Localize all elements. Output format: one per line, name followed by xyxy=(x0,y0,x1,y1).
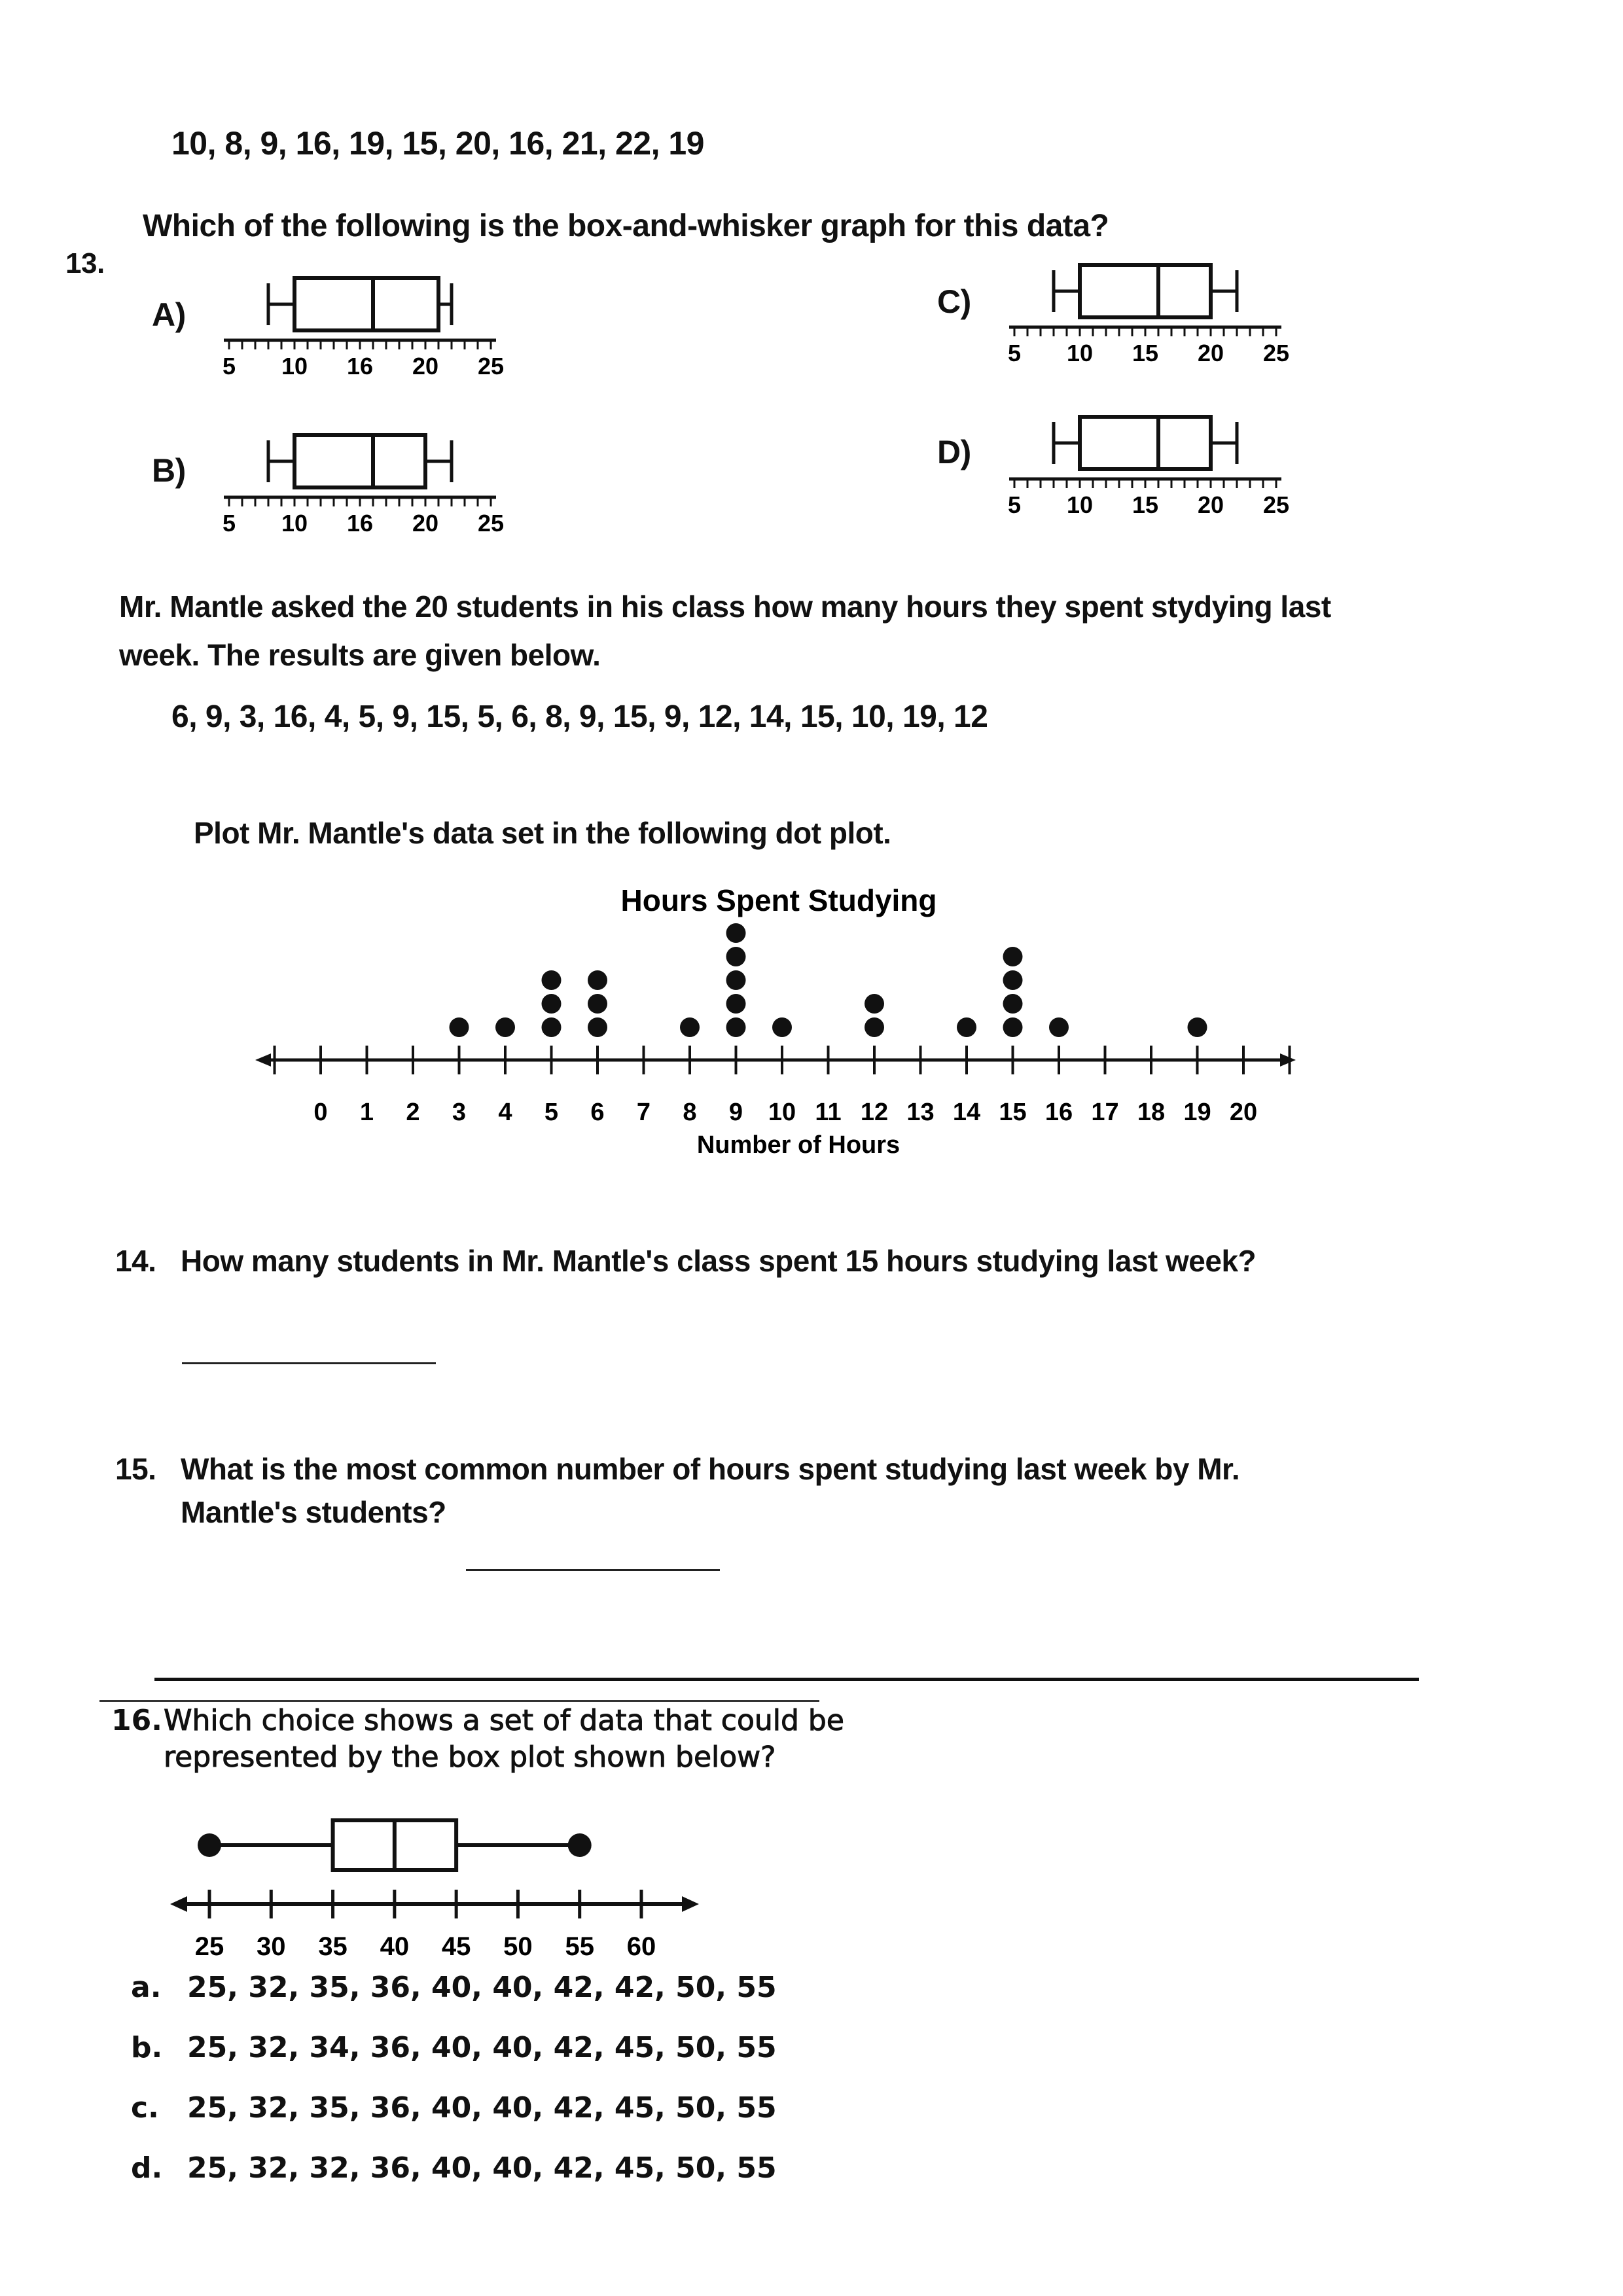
tick-label: 35 xyxy=(318,1932,348,1961)
tick-label: 60 xyxy=(626,1932,656,1961)
tick-label: 25 xyxy=(1262,491,1290,518)
box xyxy=(1080,265,1211,317)
dot-point xyxy=(726,923,746,943)
q13-option-c-boxplot xyxy=(1008,265,1289,366)
dot-point xyxy=(957,1017,976,1037)
dot-point xyxy=(588,1017,607,1037)
q16-choice-b-values: 25, 32, 34, 36, 40, 40, 42, 45, 50, 55 xyxy=(187,2031,777,2064)
tick-label: 16 xyxy=(346,353,374,380)
q13-option-d-label[interactable]: D) xyxy=(937,434,971,470)
q13-option-a-label[interactable]: A) xyxy=(152,296,186,333)
tick-label: 7 xyxy=(636,1099,651,1126)
tick-label: 20 xyxy=(412,353,439,380)
dot-point xyxy=(542,970,562,990)
q16-choice-b[interactable] xyxy=(131,2031,777,2064)
dot-point xyxy=(772,1017,792,1037)
box xyxy=(1080,417,1211,469)
tick-label: 20 xyxy=(412,510,439,537)
dot-plot-chart xyxy=(249,877,1322,1178)
q16-choice-b-letter: b. xyxy=(131,2031,163,2064)
q13-option-a-boxplot xyxy=(223,278,504,380)
tick-label: 18 xyxy=(1137,1099,1166,1126)
dot-point xyxy=(726,947,746,966)
dot-point xyxy=(588,970,607,990)
tick-label: 5 xyxy=(222,510,236,537)
tick-label: 25 xyxy=(477,353,505,380)
q13-option-b-boxplot xyxy=(223,435,504,537)
q15-number: 15. xyxy=(115,1452,156,1486)
dot-point xyxy=(1003,970,1023,990)
tick-label: 5 xyxy=(1007,340,1022,366)
q16-choice-a-letter: a. xyxy=(131,1971,162,2004)
tick-label: 17 xyxy=(1091,1099,1119,1126)
q16-text-line1: Which choice shows a set of data that could be xyxy=(164,1704,844,1737)
q13-data-line: 10, 8, 9, 16, 19, 15, 20, 16, 21, 22, 19 xyxy=(171,125,704,162)
mantle-intro-line2: week. The results are given below. xyxy=(119,638,601,672)
dot-point xyxy=(1003,1017,1023,1037)
mantle-data-line: 6, 9, 3, 16, 4, 5, 9, 15, 5, 6, 8, 9, 15, 9, 12, 14, 15, 10, 19, 12 xyxy=(171,699,988,734)
tick-label: 15 xyxy=(1132,491,1159,518)
dot-plot-dots xyxy=(450,923,1207,1037)
min-point xyxy=(198,1833,221,1857)
tick-label: 10 xyxy=(768,1099,796,1126)
q14-number: 14. xyxy=(115,1244,156,1278)
tick-label: 14 xyxy=(952,1099,981,1126)
dot-point xyxy=(726,994,746,1014)
q15-text-line2: Mantle's students? xyxy=(181,1495,446,1529)
tick-label: 4 xyxy=(498,1099,512,1126)
tick-label: 1 xyxy=(359,1099,374,1126)
tick-label: 25 xyxy=(1262,340,1290,366)
q16-choice-c[interactable] xyxy=(131,2091,777,2125)
tick-label: 0 xyxy=(313,1099,328,1126)
section-divider xyxy=(154,1678,1419,1681)
dot-point xyxy=(588,994,607,1014)
tick-label: 30 xyxy=(257,1932,286,1961)
tick-label: 25 xyxy=(194,1932,224,1961)
tick-label: 9 xyxy=(728,1099,743,1126)
tick-label: 10 xyxy=(281,510,308,537)
q16-choice-a-values: 25, 32, 35, 36, 40, 40, 42, 42, 50, 55 xyxy=(187,1971,777,2004)
q16-number: 16. xyxy=(111,1704,162,1737)
box xyxy=(294,435,425,487)
tick-label: 10 xyxy=(1066,491,1094,518)
tick-label: 45 xyxy=(441,1932,471,1961)
tick-label: 12 xyxy=(860,1099,889,1126)
axis-arrow-right xyxy=(1280,1053,1296,1067)
q13-option-b-plot[interactable] xyxy=(216,406,510,543)
q13-number: 13. xyxy=(65,247,105,279)
q16-text-line2: represented by the box plot shown below? xyxy=(164,1740,776,1774)
tick-label: 10 xyxy=(1066,340,1094,366)
dot-point xyxy=(1049,1017,1069,1037)
q16-choice-c-letter: c. xyxy=(131,2091,159,2125)
dot-point xyxy=(680,1017,700,1037)
dot-plot-title: Hours Spent Studying xyxy=(620,883,937,917)
tick-label: 2 xyxy=(406,1099,420,1126)
axis-arrow-left xyxy=(170,1896,187,1912)
dot-point xyxy=(1188,1017,1207,1037)
tick-label: 8 xyxy=(683,1099,697,1126)
tick-label: 20 xyxy=(1197,491,1224,518)
dot-point xyxy=(726,970,746,990)
dot-point xyxy=(495,1017,515,1037)
q16-boxplot-chart xyxy=(151,1806,792,1969)
q13-option-c-label[interactable]: C) xyxy=(937,283,971,320)
tick-label: 5 xyxy=(544,1099,559,1126)
q15-text-line1: What is the most common number of hours spent studying last week by Mr. xyxy=(181,1452,1240,1486)
tick-label: 5 xyxy=(222,353,236,380)
q16-choice-a[interactable] xyxy=(131,1971,777,2004)
q16-choice-d[interactable] xyxy=(131,2151,777,2185)
dot-point xyxy=(450,1017,469,1037)
tick-label: 40 xyxy=(380,1932,410,1961)
q13-prompt: Which of the following is the box-and-whisker graph for this data? xyxy=(143,209,1109,243)
q13-option-b-label[interactable]: B) xyxy=(152,452,186,489)
tick-label: 10 xyxy=(281,353,308,380)
dot-point xyxy=(1003,994,1023,1014)
tick-label: 13 xyxy=(906,1099,935,1126)
tick-label: 16 xyxy=(346,510,374,537)
section-divider-secondary xyxy=(99,1700,819,1702)
tick-label: 25 xyxy=(477,510,505,537)
tick-label: 20 xyxy=(1229,1099,1258,1126)
tick-label: 15 xyxy=(999,1099,1027,1126)
q13-option-d-plot[interactable] xyxy=(1001,387,1296,525)
q15-answer-line[interactable] xyxy=(466,1569,720,1571)
dot-point xyxy=(865,1017,884,1037)
box xyxy=(294,278,438,330)
tick-label: 3 xyxy=(452,1099,467,1126)
tick-label: 6 xyxy=(590,1099,605,1126)
tick-label: 19 xyxy=(1183,1099,1211,1126)
q14-text: How many students in Mr. Mantle's class spent 15 hours studying last week? xyxy=(181,1244,1257,1278)
q13-option-d-boxplot xyxy=(1008,417,1289,518)
dot-plot-axis xyxy=(255,1046,1296,1126)
q13-option-a-plot[interactable] xyxy=(216,249,510,386)
tick-label: 55 xyxy=(565,1932,594,1961)
q14-answer-line[interactable] xyxy=(182,1362,436,1364)
dot-point xyxy=(542,1017,562,1037)
tick-label: 11 xyxy=(815,1099,842,1126)
tick-label: 15 xyxy=(1132,340,1159,366)
dot-point xyxy=(726,1017,746,1037)
axis-arrow-left xyxy=(255,1053,271,1067)
mantle-intro-line1: Mr. Mantle asked the 20 students in his class how many hours they spent stydying last xyxy=(119,590,1331,624)
tick-label: 5 xyxy=(1007,491,1022,518)
q16-choice-c-values: 25, 32, 35, 36, 40, 40, 42, 45, 50, 55 xyxy=(187,2091,777,2125)
q16-boxplot xyxy=(170,1820,699,1961)
dot-point xyxy=(865,994,884,1014)
tick-label: 20 xyxy=(1197,340,1224,366)
max-point xyxy=(568,1833,592,1857)
dot-plot-xlabel: Number of Hours xyxy=(696,1131,901,1159)
tick-label: 50 xyxy=(503,1932,533,1961)
dot-point xyxy=(1003,947,1023,966)
tick-label: 16 xyxy=(1044,1099,1073,1126)
mantle-plot-instruction: Plot Mr. Mantle's data set in the following dot plot. xyxy=(194,816,891,850)
axis-arrow-right xyxy=(682,1896,699,1912)
q16-choice-d-letter: d. xyxy=(131,2151,163,2185)
q16-choice-d-values: 25, 32, 32, 36, 40, 40, 42, 45, 50, 55 xyxy=(187,2151,777,2185)
dot-point xyxy=(542,994,562,1014)
q13-option-c-plot[interactable] xyxy=(1001,236,1296,373)
